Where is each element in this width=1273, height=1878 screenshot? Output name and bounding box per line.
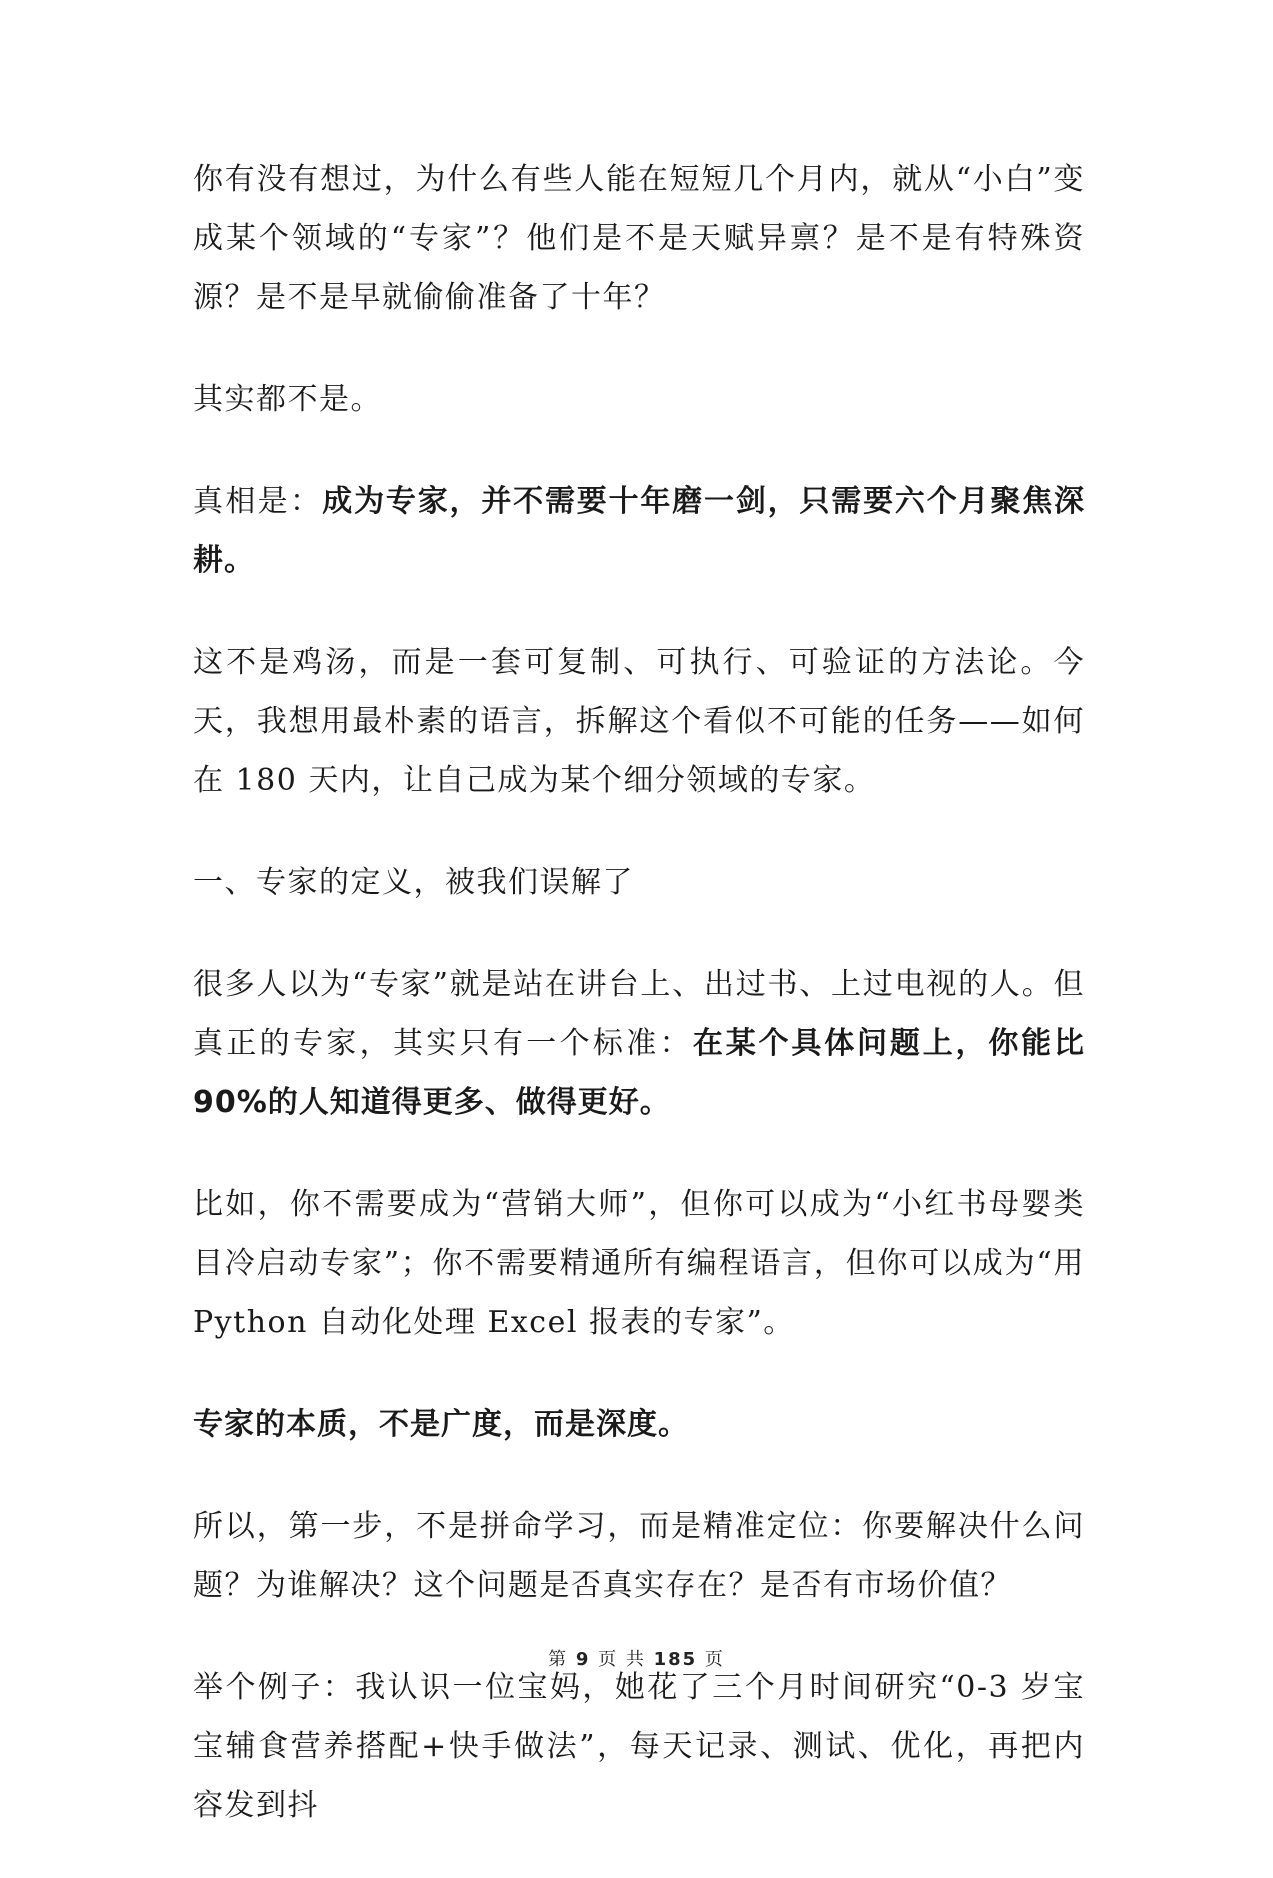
- paragraph-answer: 其实都不是。: [193, 382, 382, 417]
- paragraph-examples: 比如，你不需要成为“营销大师”，但你可以成为“小红书母婴类目冷启动专家”；你不需要精通所有编程语言，但你可以成为“用 Python 自动化处理 Excel 报表的专家”。: [193, 1187, 1085, 1340]
- footer-label-before: 第: [548, 1649, 569, 1670]
- footer-label-middle: 页 共: [598, 1649, 646, 1670]
- section-heading-expert-definition: 一、专家的定义，被我们误解了: [193, 865, 634, 900]
- expert-standard-prefix: 很多人以为“专家”就是站在讲台上、出过书、上过电视的人。但真正的专家，其实只有一个标准：: [193, 967, 1085, 1061]
- current-page-number: 9: [575, 1649, 591, 1670]
- paragraph-expert-standard: [193, 955, 1085, 1132]
- document-body: [193, 150, 1085, 1878]
- paragraph-intro-question: 你有没有想过，为什么有些人能在短短几个月内，就从“小白”变成某个领域的“专家”？他们是不是天赋异禀？是不是有特殊资源？是不是早就偷偷准备了十年？: [193, 162, 1085, 315]
- page-number-footer: [0, 1645, 1273, 1671]
- expert-standard-bold: 在某个具体问题上，你能比 90%的人知道得更多、做得更好。: [193, 1026, 1086, 1120]
- paragraph-essence-bold: 专家的本质，不是广度，而是深度。: [193, 1407, 689, 1442]
- total-page-count: 185: [653, 1649, 698, 1670]
- paragraph-truth: [193, 472, 1085, 590]
- truth-bold-statement: 成为专家，并不需要十年磨一剑，只需要六个月聚焦深耕。: [193, 484, 1086, 578]
- paragraph-first-step: 所以，第一步，不是拼命学习，而是精准定位：你要解决什么问题？为谁解决？这个问题是否真实存在？是否有市场价值？: [193, 1509, 1085, 1603]
- paragraph-methodology: 这不是鸡汤，而是一套可复制、可执行、可验证的方法论。今天，我想用最朴素的语言，拆解这个看似不可能的任务——如何在 180 天内，让自己成为某个细分领域的专家。: [193, 645, 1085, 798]
- truth-prefix: 真相是：: [193, 484, 323, 519]
- footer-label-after: 页: [704, 1649, 725, 1670]
- paragraph-example-story: 举个例子：我认识一位宝妈，她花了三个月时间研究“0-3 岁宝宝辅食营养搭配+快手做法”，每天记录、测试、优化，再把内容发到抖: [193, 1670, 1085, 1823]
